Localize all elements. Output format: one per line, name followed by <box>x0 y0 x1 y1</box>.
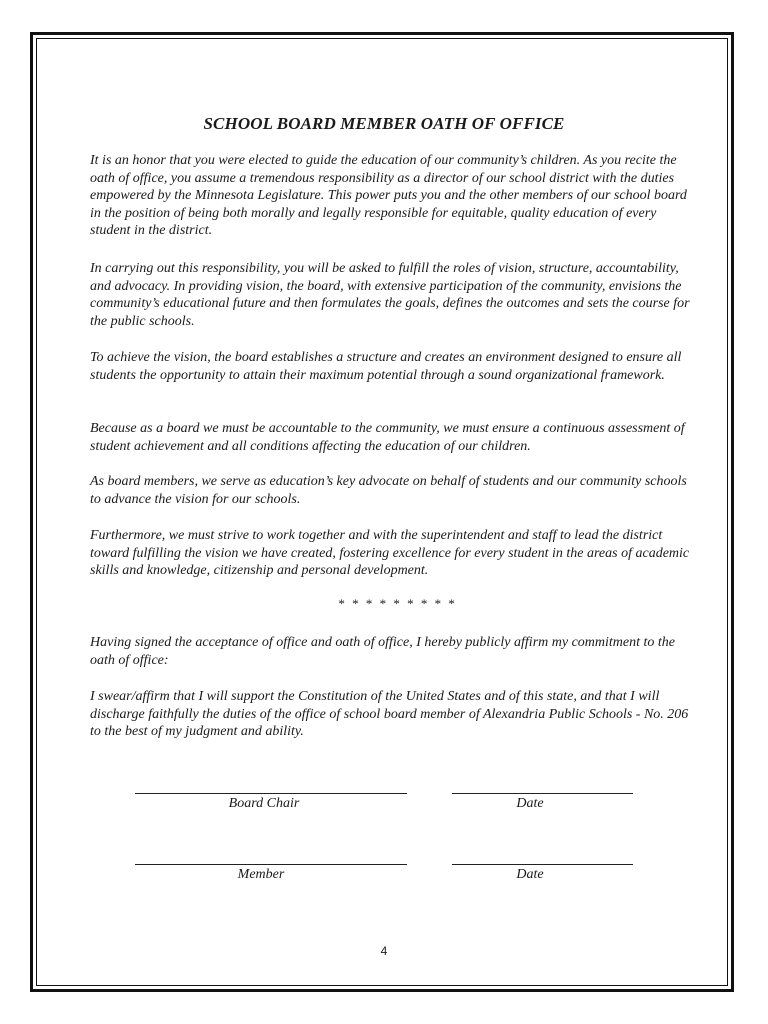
member-date-label: Date <box>516 867 544 882</box>
paragraph-accountability: Because as a board we must be accountable to the community, we must ensure a continuous assessment of student achievement and all conditions affecting the education of our children. <box>90 421 685 454</box>
board-chair-date-label: Date <box>516 796 544 811</box>
paragraph-vision: To achieve the vision, the board establishes a structure and creates an environment designed to ensure all students the opportunity to attain their maximum potential through a sound organizational framework. <box>90 350 682 383</box>
member-label: Member <box>237 867 285 882</box>
paragraph-honor: It is an honor that you were elected to guide the education of our community’s children. As you recite the oath of office, you assume a tremendous responsibility as a director of our school district with the duties empowered by the Minnesota Legislature. This power puts you and the other members of our school board in the position of being both morally and legally responsible for equitable, quality education of every student in the district. <box>90 153 687 239</box>
paragraph-advocacy: As board members, we serve as education’s key advocate on behalf of students and our community schools to advance the vision for our schools. <box>90 474 687 507</box>
page-number: 4 <box>380 944 388 958</box>
paragraph-teamwork: Furthermore, we must strive to work together and with the superintendent and staff to lead the district toward fulfilling the vision we have created, fostering excellence for every student in the areas of academic skills and knowledge, citizenship and personal development. <box>90 528 690 579</box>
document-title: SCHOOL BOARD MEMBER OATH OF OFFICE <box>203 114 565 133</box>
board-chair-date-line[interactable] <box>452 793 633 794</box>
oath-text: I swear/affirm that I will support the Constitution of the United States and of this state, and that I will discharge faithfully the duties of the office of school board member of Alexandria Public Schools - No. 206 to the best of my judgment and ability. <box>90 689 689 740</box>
section-separator: * * * * * * * * * <box>337 596 457 611</box>
paragraph-responsibility: In carrying out this responsibility, you will be asked to fulfill the roles of vision, structure, accountability, and advocacy. In providing vision, the board, with extensive participation of the community, envisions the community’s educational future and then formulates the goals, defines the outcomes and sets the course for the public schools. <box>90 261 690 329</box>
member-date-line[interactable] <box>452 864 633 865</box>
board-chair-signature-line[interactable] <box>135 793 407 794</box>
member-signature-line[interactable] <box>135 864 407 865</box>
affirmation-intro: Having signed the acceptance of office and oath of office, I hereby publicly affirm my commitment to the oath of office: <box>90 635 675 668</box>
board-chair-label: Board Chair <box>228 796 300 811</box>
